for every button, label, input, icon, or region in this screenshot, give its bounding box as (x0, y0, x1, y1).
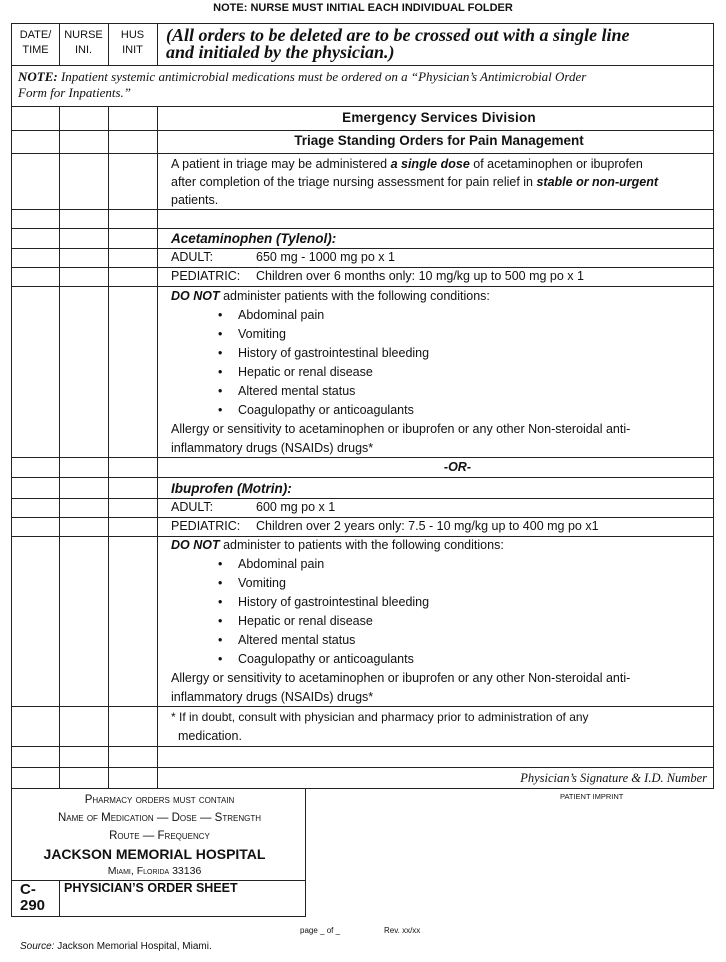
row-divider (12, 106, 713, 107)
ibuprofen-do-not: DO NOT administer to patients with the following conditions: (171, 538, 504, 552)
condition-item: History of gastrointestinal bleeding (238, 595, 430, 609)
acetaminophen-pediatric-dose: Children over 6 months only: 10 mg/kg up to 500 mg po x 1 (256, 269, 584, 283)
condition-item: Vomiting (238, 576, 286, 590)
condition-item: Altered mental status (238, 633, 356, 647)
ibuprofen-adult-dose: 600 mg po x 1 (256, 500, 336, 514)
antimicrobial-note: NOTE: Inpatient systemic antimicrobial medications must be ordered on a “Physician’s Antimicrobial Order Form for Inpatients.” (18, 69, 587, 100)
condition-item: History of gastrointestinal bleeding (238, 346, 430, 360)
col-divider (59, 880, 60, 916)
col-divider (157, 24, 158, 65)
condition-item: Coagulopathy or anticoagulants (238, 403, 414, 417)
division-title: Emergency Services Division (342, 110, 536, 125)
bullet-icon: • (218, 346, 223, 360)
source-note: Source: Jackson Memorial Hospital, Miami. (20, 941, 212, 952)
ibuprofen-pediatric-label: PEDIATRIC: (171, 519, 241, 533)
bullet-icon: • (218, 403, 223, 417)
patient-imprint-label: PATIENT IMPRINT (560, 792, 624, 801)
acetaminophen-adult-label: ADULT: (171, 250, 214, 264)
or-separator: -OR- (443, 460, 471, 474)
row-divider (12, 477, 713, 478)
bullet-icon: • (218, 595, 223, 609)
condition-item: Abdominal pain (238, 557, 325, 571)
hus-init-header: HUS INIT (120, 29, 145, 56)
top-note: NOTE: NURSE MUST INITIAL EACH INDIVIDUAL FOLDER (213, 2, 513, 14)
condition-item: Hepatic or renal disease (238, 365, 373, 379)
condition-item: Vomiting (238, 327, 286, 341)
orders-instruction: (All orders to be deleted are to be crossed out with a single line and initialed by the physician.) (166, 25, 630, 62)
row-divider (12, 209, 713, 210)
intro-line-3: patients. (171, 193, 219, 207)
row-divider (12, 153, 713, 154)
hospital-name: JACKSON MEMORIAL HOSPITAL (43, 846, 266, 862)
revision-label: Rev. xx/xx (384, 926, 421, 935)
ibuprofen-pediatric-dose: Children over 2 years only: 7.5 - 10 mg/kg up to 400 mg po x1 (256, 519, 599, 533)
date-time-header: DATE/ TIME (19, 29, 52, 56)
bullet-icon: • (218, 327, 223, 341)
bullet-icon: • (218, 576, 223, 590)
pharmacy-line-2: Name of Medication — Dose — Strength (58, 812, 261, 824)
condition-item: Abdominal pain (238, 308, 325, 322)
hospital-footer-box (11, 789, 306, 917)
pharmacy-line-3: Route — Frequency (109, 830, 210, 842)
row-divider (12, 228, 713, 229)
bullet-icon: • (218, 614, 223, 628)
condition-item: Coagulopathy or anticoagulants (238, 652, 414, 666)
row-divider (12, 706, 713, 707)
ibuprofen-allergy-1: Allergy or sensitivity to acetaminophen or ibuprofen or any other Non-steroidal anti- (171, 671, 631, 685)
condition-item: Altered mental status (238, 384, 356, 398)
bullet-icon: • (218, 365, 223, 379)
acetaminophen-adult-dose: 650 mg - 1000 mg po x 1 (256, 250, 395, 264)
acetaminophen-allergy-2: inflammatory drugs (NSAIDs) drugs* (171, 441, 374, 455)
form-title: PHYSICIAN’S ORDER SHEET (64, 881, 238, 895)
nurse-initials-header: NURSE INI. (64, 29, 103, 56)
intro-line-2: after completion of the triage nursing assessment for pain relief in stable or non-urgent (171, 175, 658, 189)
physician-signature-label: Physician’s Signature & I.D. Number (520, 771, 707, 785)
bullet-icon: • (218, 308, 223, 322)
order-sheet-table (11, 23, 714, 789)
acetaminophen-pediatric-label: PEDIATRIC: (171, 269, 241, 283)
ibuprofen-heading: Ibuprofen (Motrin): (171, 481, 292, 496)
ibuprofen-allergy-2: inflammatory drugs (NSAIDs) drugs* (171, 690, 374, 704)
page-number: page _ of _ (300, 926, 341, 935)
bullet-icon: • (218, 557, 223, 571)
row-divider (12, 498, 713, 499)
bullet-icon: • (218, 384, 223, 398)
condition-item: Hepatic or renal disease (238, 614, 373, 628)
footnote-line-2: medication. (178, 729, 242, 743)
footnote-line-1: * If in doubt, consult with physician and pharmacy prior to administration of any (171, 710, 589, 724)
orders-title: Triage Standing Orders for Pain Management (294, 133, 584, 148)
row-divider (12, 767, 713, 768)
pharmacy-line-1: Pharmacy orders must contain (84, 794, 235, 806)
form-number: C- 290 (20, 881, 46, 914)
row-divider (12, 65, 713, 66)
bullet-icon: • (218, 633, 223, 647)
ibuprofen-adult-label: ADULT: (171, 500, 214, 514)
row-divider (12, 746, 713, 747)
intro-line-1: A patient in triage may be administered a single dose of acetaminophen or ibuprofen (171, 157, 643, 171)
acetaminophen-allergy-1: Allergy or sensitivity to acetaminophen or ibuprofen or any other Non-steroidal anti- (171, 422, 631, 436)
bullet-icon: • (218, 652, 223, 666)
hospital-city: Miami, Florida 33136 (107, 865, 202, 877)
acetaminophen-heading: Acetaminophen (Tylenol): (171, 231, 337, 246)
acetaminophen-do-not: DO NOT administer patients with the following conditions: (171, 289, 490, 303)
